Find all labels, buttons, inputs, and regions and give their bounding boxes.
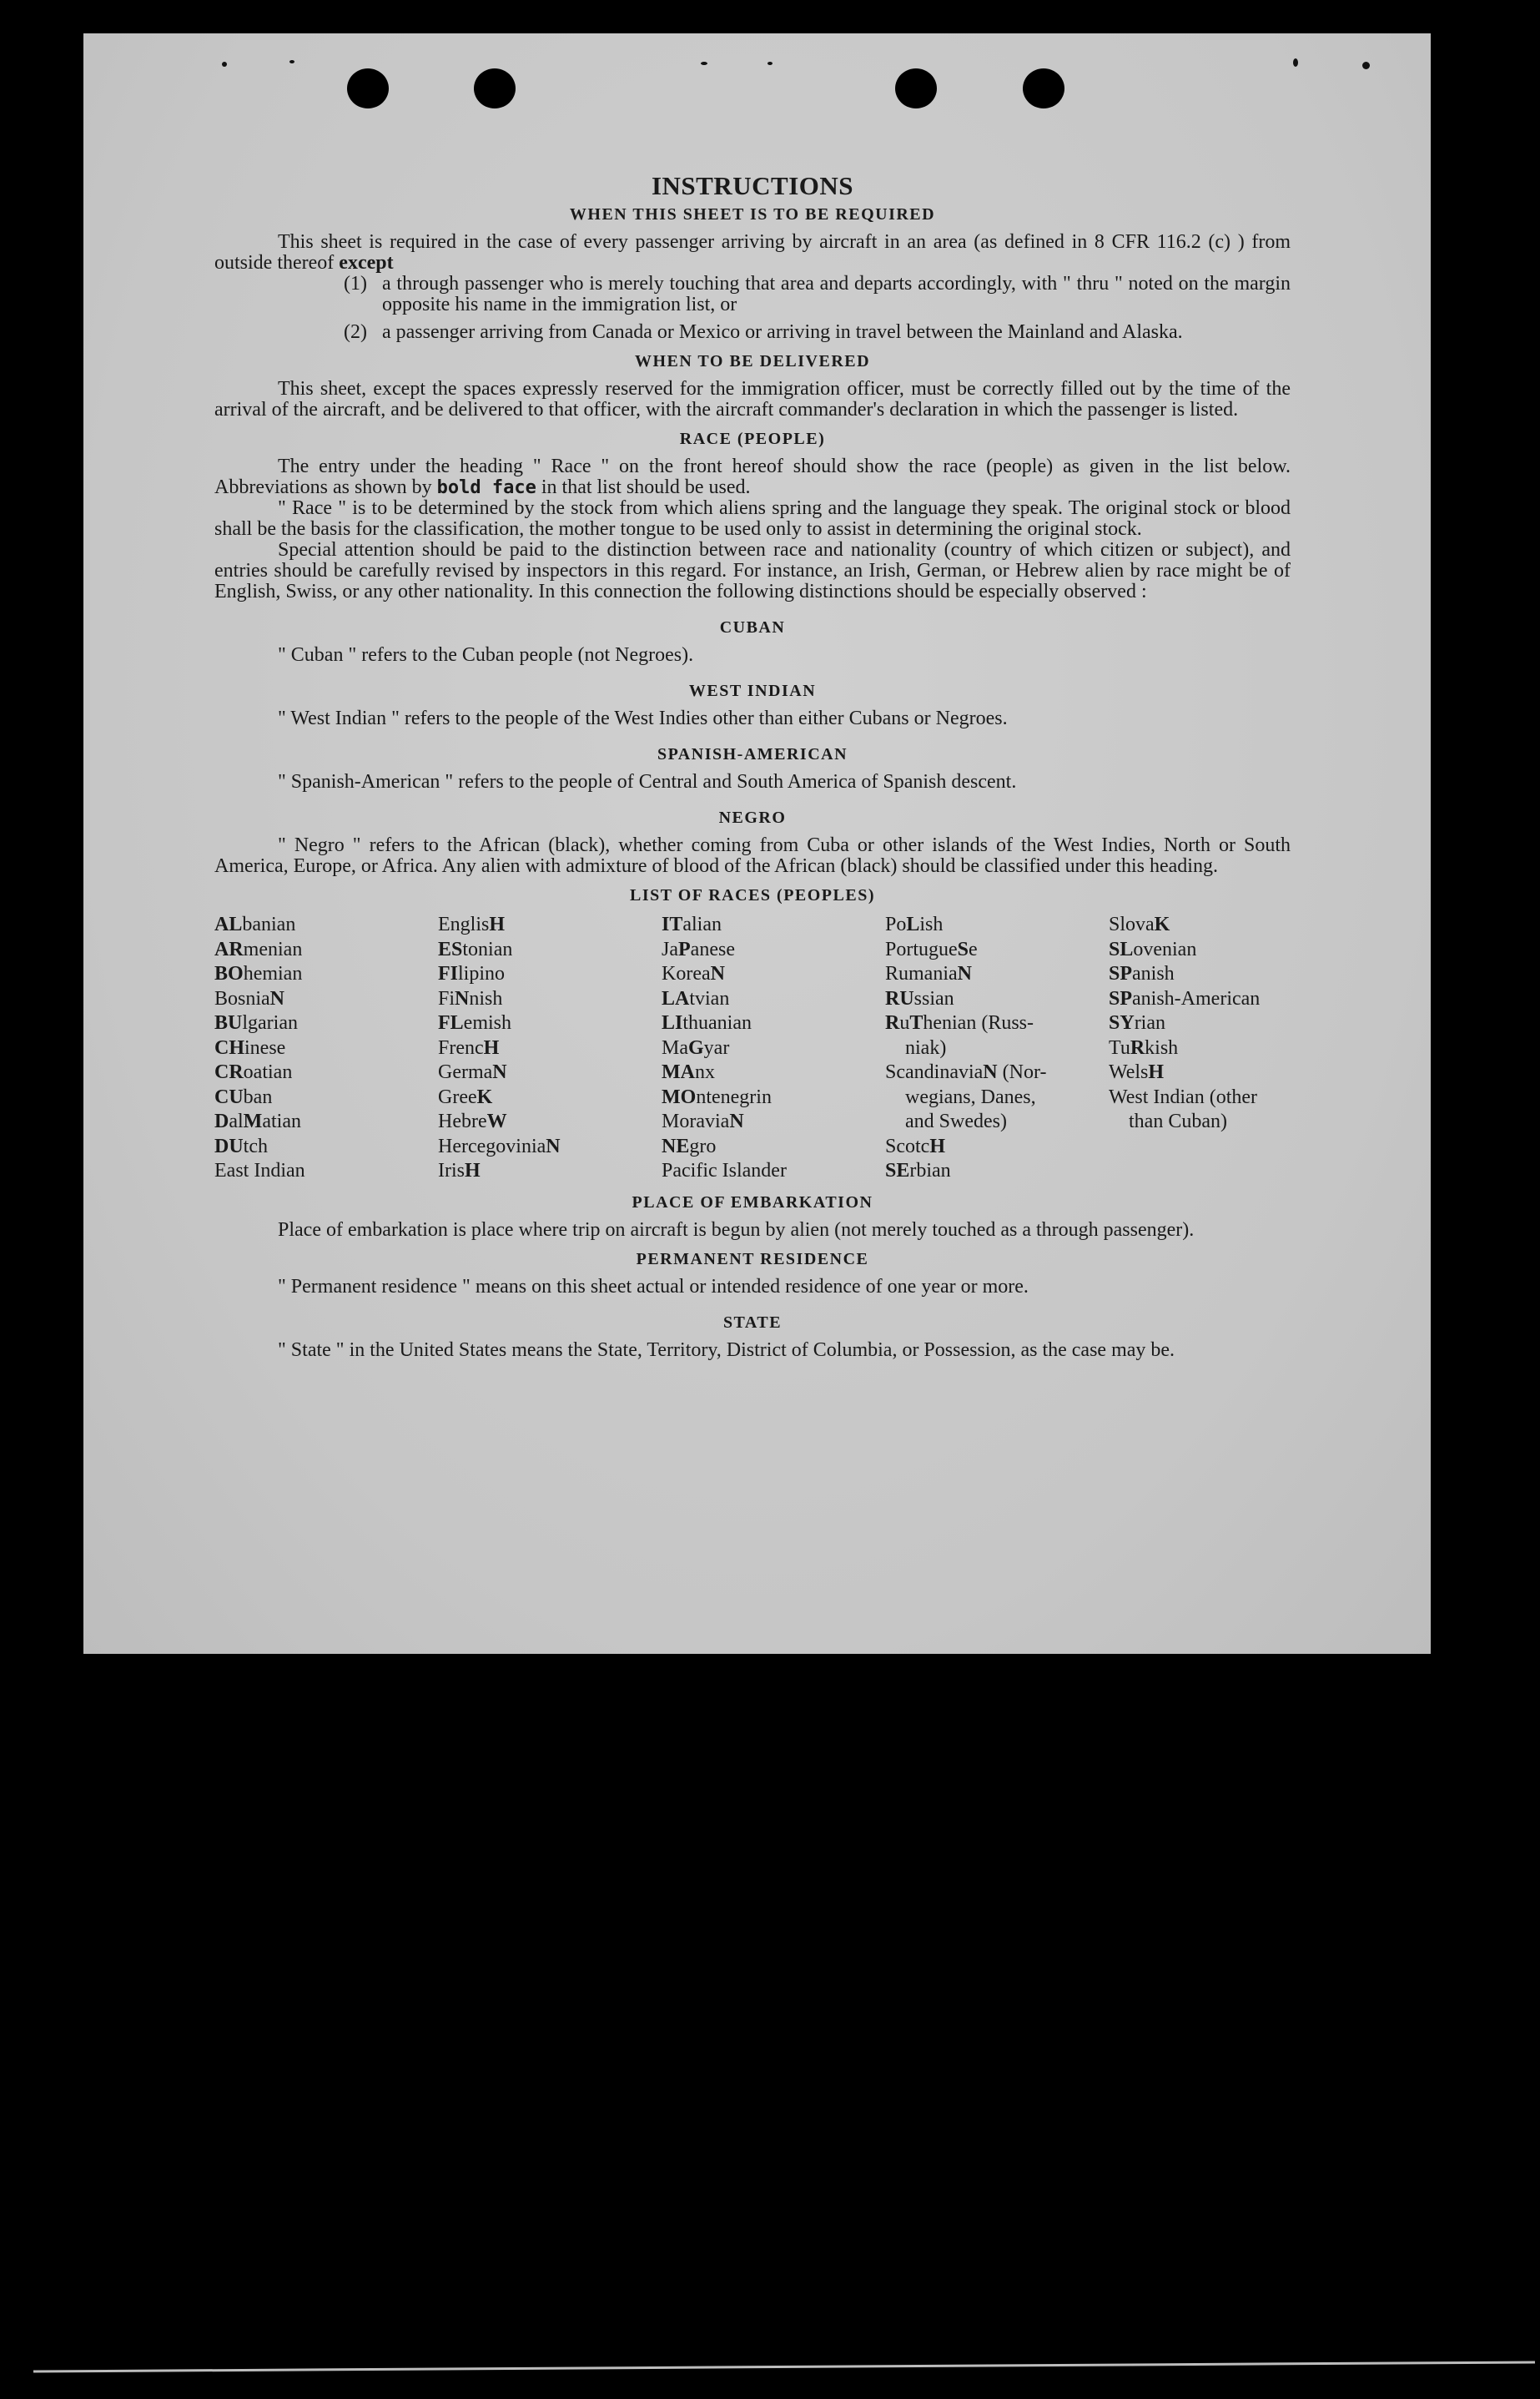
race-abbreviation: H [489, 914, 506, 935]
race-text: anish-American [1132, 987, 1261, 1010]
bold-text: bold face [436, 477, 536, 498]
race-text: Fi [438, 987, 455, 1010]
race-text: Wels [1109, 1061, 1149, 1083]
race-entry [214, 1135, 438, 1160]
paragraph-west-indian: " West Indian " refers to the people of the West Indies other than either Cubans or Negroes. [278, 708, 1008, 729]
paragraph-race-3: Special attention should be paid to the distinction between race and nationality (country of which citizen or subject), and entries should be carefully revised by inspectors in this regard. For instance, an Irish, German, or Hebrew alien by race might be of English, Swiss, or any other nationality. In this connection the following distinctions should be especially observed : [214, 539, 1291, 602]
paragraph-embarkation: Place of embarkation is place where trip on aircraft is begun by alien (not merely touched as a through passenger). [278, 1218, 1195, 1241]
race-entry [662, 1110, 885, 1135]
race-entry [662, 1135, 885, 1160]
race-text: Pacific Islander [662, 1160, 787, 1182]
race-text: East Indian [214, 1160, 305, 1182]
race-text: Slova [1109, 914, 1155, 935]
races-column [1109, 913, 1291, 1184]
race-text: Tu [1109, 1036, 1130, 1059]
race-abbreviation: D [214, 1111, 229, 1132]
race-entry [214, 1011, 438, 1036]
race-entry [662, 913, 885, 938]
race-text: Scandinavia [885, 1061, 984, 1083]
paper-speck [1293, 58, 1298, 67]
race-entry [885, 1011, 1109, 1036]
race-abbreviation: P [678, 938, 691, 960]
race-text: ish [919, 914, 944, 935]
race-text: niak) [905, 1036, 947, 1059]
race-abbreviation: MA [662, 1061, 695, 1083]
race-entry [438, 1061, 662, 1086]
race-text: wegians, Danes, [905, 1086, 1036, 1108]
race-abbreviation: CU [214, 1086, 244, 1108]
race-abbreviation: S [957, 938, 969, 960]
race-text: henian (Russ- [923, 1012, 1034, 1034]
race-text: menian [243, 938, 303, 960]
race-entry [214, 1086, 438, 1111]
race-entry [662, 1011, 885, 1036]
race-entry [438, 987, 662, 1012]
punch-hole [1023, 68, 1064, 108]
section-heading-negro: NEGRO [718, 809, 787, 827]
race-entry [885, 1086, 1109, 1111]
race-abbreviation: N [729, 1111, 744, 1132]
race-text: Scotc [885, 1135, 930, 1157]
bold-text: except [339, 252, 394, 274]
race-entry [885, 1061, 1109, 1086]
race-abbreviation: AR [214, 938, 244, 960]
race-text: (Nor- [997, 1061, 1047, 1083]
race-entry [662, 987, 885, 1012]
page-title: INSTRUCTIONS [651, 171, 853, 200]
race-entry [214, 962, 438, 987]
paragraph-permanent-residence: " Permanent residence " means on this sheet actual or intended residence of one year or more. [278, 1275, 1029, 1298]
section-heading-list-of-races: LIST OF RACES (PEOPLES) [629, 886, 875, 905]
paragraph-race-1 [214, 456, 1291, 498]
race-entry [438, 1036, 662, 1061]
race-abbreviation: K [476, 1086, 493, 1108]
race-text: ntenegrin [696, 1086, 772, 1108]
paper-speck [289, 60, 294, 63]
text-span: in that list should be used. [536, 476, 751, 498]
race-abbreviation: SL [1109, 938, 1134, 960]
race-abbreviation: FL [438, 1012, 464, 1034]
paper-speck [767, 62, 773, 65]
race-abbreviation: RU [885, 987, 914, 1010]
race-text: lgarian [242, 1012, 298, 1034]
race-text: nx [694, 1061, 715, 1083]
race-abbreviation: N [492, 1061, 507, 1083]
race-abbreviation: R [1130, 1036, 1145, 1059]
race-abbreviation: SE [885, 1160, 910, 1182]
race-entry [438, 913, 662, 938]
race-text: Ma [662, 1036, 688, 1059]
race-entry [662, 962, 885, 987]
race-entry [214, 1061, 438, 1086]
list-item [344, 322, 1291, 343]
section-heading-west-indian: WEST INDIAN [688, 682, 817, 700]
race-abbreviation: K [1154, 914, 1170, 935]
race-entry [1109, 962, 1291, 987]
race-entry [885, 913, 1109, 938]
race-text: Frenc [438, 1036, 484, 1059]
race-abbreviation: AL [214, 914, 243, 935]
race-abbreviation: N [710, 963, 725, 985]
punch-hole [347, 68, 389, 108]
race-abbreviation: G [688, 1036, 704, 1059]
race-entry [438, 1159, 662, 1184]
race-text: banian [242, 914, 296, 935]
race-text: emish [463, 1012, 511, 1034]
race-text: ban [243, 1086, 273, 1108]
race-entry [1109, 1086, 1291, 1111]
race-abbreviation: CR [214, 1061, 244, 1083]
race-text: than Cuban) [1129, 1111, 1227, 1132]
race-text: atian [262, 1111, 301, 1132]
race-text: Korea [662, 963, 711, 985]
race-abbreviation: DU [214, 1135, 244, 1157]
race-entry [662, 1086, 885, 1111]
race-text: Ja [662, 938, 678, 960]
race-entry [214, 938, 438, 963]
race-text: Po [885, 914, 907, 935]
section-heading-when-delivered: WHEN TO BE DELIVERED [634, 352, 871, 370]
race-text: rian [1134, 1012, 1165, 1034]
race-abbreviation: R [885, 1012, 900, 1034]
item-number: (1) [344, 273, 367, 295]
race-text: lipino [458, 963, 506, 985]
scan-edge-line [33, 2361, 1535, 2373]
race-entry [1109, 987, 1291, 1012]
race-text: rbian [909, 1160, 951, 1182]
race-text: ovenian [1133, 938, 1197, 960]
race-abbreviation: W [486, 1111, 507, 1132]
punch-hole [895, 68, 937, 108]
race-abbreviation: N [957, 963, 972, 985]
paragraph-spanish-american: " Spanish-American " refers to the people of Central and South America of Spanish descent. [278, 771, 1017, 793]
race-entry [1109, 913, 1291, 938]
race-text: Germa [438, 1061, 493, 1083]
race-abbreviation: BO [214, 963, 244, 985]
race-abbreviation: N [546, 1135, 561, 1157]
race-text: West Indian (other [1109, 1086, 1258, 1108]
race-entry [662, 1159, 885, 1184]
race-entry [885, 938, 1109, 963]
item-text: a passenger arriving from Canada or Mexico or arriving in travel between the Mainland and Alaska. [382, 321, 1183, 343]
race-text: al [229, 1111, 244, 1132]
race-entry [1109, 1011, 1291, 1036]
race-entry [1109, 1036, 1291, 1061]
race-abbreviation: LI [662, 1012, 683, 1034]
race-entry [214, 913, 438, 938]
section-heading-embarkation: PLACE OF EMBARKATION [632, 1192, 873, 1212]
race-entry [1109, 1061, 1291, 1086]
section-heading-state: STATE [722, 1313, 783, 1332]
paragraph-race-2: " Race " is to be determined by the stock from which aliens spring and the language they speak. The original stock or blood shall be the basis for the classification, the mother tongue to be used only to assist in determining the original stock. [214, 497, 1291, 540]
race-text: Gree [438, 1086, 477, 1108]
race-text: Englis [438, 914, 490, 935]
race-entry [438, 962, 662, 987]
race-abbreviation: FI [438, 963, 458, 985]
race-abbreviation: N [269, 987, 285, 1010]
paper-speck [1362, 62, 1370, 69]
paragraph-state: " State " in the United States means the State, Territory, District of Columbia, or Possession, as the case may be. [278, 1338, 1175, 1361]
race-text: e [969, 938, 978, 960]
race-text: inese [244, 1036, 286, 1059]
races-table [214, 913, 1291, 1184]
section-heading-spanish-american: SPANISH-AMERICAN [657, 745, 848, 764]
race-text: tvian [689, 987, 730, 1010]
race-abbreviation: BU [214, 1012, 243, 1034]
section-heading-race: RACE (PEOPLE) [679, 430, 826, 448]
race-abbreviation: NE [662, 1135, 690, 1157]
race-abbreviation: IT [662, 914, 683, 935]
race-text: alian [682, 914, 722, 935]
race-text: Portugue [885, 938, 958, 960]
paper-speck [701, 62, 707, 65]
race-entry [662, 938, 885, 963]
section-heading-permanent-residence: PERMANENT RESIDENCE [636, 1249, 869, 1268]
race-entry [1109, 1110, 1291, 1135]
race-entry [214, 1036, 438, 1061]
text-span: The entry under the heading " Race " on the front hereof should show the race (people) as given in the list below. Abbreviations as shown by [214, 456, 1291, 498]
race-text: kish [1145, 1036, 1179, 1059]
race-text: Hercegovinia [438, 1135, 546, 1157]
race-entry [885, 962, 1109, 987]
race-abbreviation: M [243, 1111, 263, 1132]
paragraph-when-delivered: This sheet, except the spaces expressly reserved for the immigration officer, must be correctly filled out by the time of the arrival of the aircraft, and be delivered to that officer, with the aircraft commander's declaration in which the passenger is listed. [214, 378, 1291, 421]
race-abbreviation: ES [438, 938, 463, 960]
race-entry [214, 1159, 438, 1184]
race-text: tch [243, 1135, 268, 1157]
race-abbreviation: H [1148, 1061, 1165, 1083]
race-entry [1109, 938, 1291, 963]
race-entry [438, 1011, 662, 1036]
list-item [344, 274, 1291, 315]
paragraph-cuban: " Cuban " refers to the Cuban people (not Negroes). [278, 644, 694, 666]
race-entry [662, 1036, 885, 1061]
paragraph-negro: " Negro " refers to the African (black), whether coming from Cuba or other islands of the West Indies, North or South America, Europe, or Africa. Any alien with admixture of blood of the African (black) should be classified under this heading. [214, 834, 1291, 877]
section-heading-cuban: CUBAN [719, 618, 786, 637]
paragraph-when-required [214, 232, 1291, 274]
instructions-content [214, 134, 1291, 1361]
race-text: anese [690, 938, 735, 960]
race-entry [885, 1159, 1109, 1184]
race-entry [214, 987, 438, 1012]
race-abbreviation: N [455, 987, 470, 1010]
races-column [214, 913, 438, 1184]
text-span: This sheet is required in the case of every passenger arriving by aircraft in an area (as defined in 8 CFR 116.2 (c) ) from outside thereof [214, 231, 1291, 274]
punch-hole [474, 68, 516, 108]
race-text: ssian [913, 987, 954, 1010]
race-text: gro [689, 1135, 717, 1157]
race-text: Hebre [438, 1111, 487, 1132]
document-page [83, 33, 1431, 1654]
race-abbreviation: CH [214, 1036, 244, 1059]
race-text: Moravia [662, 1111, 730, 1132]
race-entry [885, 987, 1109, 1012]
race-entry [885, 1036, 1109, 1061]
race-abbreviation: L [906, 914, 920, 935]
races-column [662, 913, 885, 1184]
race-text: u [899, 1012, 910, 1034]
race-entry [438, 1110, 662, 1135]
section-heading-when-required: WHEN THIS SHEET IS TO BE REQUIRED [569, 205, 936, 224]
race-text: Iris [438, 1160, 465, 1182]
race-abbreviation: SY [1109, 1012, 1135, 1034]
race-abbreviation: SP [1109, 963, 1133, 985]
paper-speck [222, 62, 227, 67]
race-text: tonian [462, 938, 513, 960]
race-abbreviation: N [983, 1061, 998, 1083]
race-text: nish [469, 987, 503, 1010]
race-text: thuanian [682, 1012, 752, 1034]
race-text: yar [703, 1036, 730, 1059]
race-abbreviation: H [483, 1036, 500, 1059]
races-column [438, 913, 662, 1184]
race-entry [662, 1061, 885, 1086]
race-entry [214, 1110, 438, 1135]
race-text: and Swedes) [905, 1111, 1007, 1132]
race-abbreviation: LA [662, 987, 690, 1010]
race-entry [438, 1086, 662, 1111]
race-entry [438, 1135, 662, 1160]
race-entry [885, 1110, 1109, 1135]
race-entry [438, 938, 662, 963]
race-text: hemian [243, 963, 303, 985]
race-text: oatian [243, 1061, 293, 1083]
race-entry [885, 1135, 1109, 1160]
races-column [885, 913, 1109, 1184]
race-abbreviation: T [909, 1012, 923, 1034]
race-text: anish [1132, 963, 1175, 985]
race-text: Rumania [885, 963, 958, 985]
race-abbreviation: H [929, 1135, 945, 1157]
item-number: (2) [344, 321, 367, 343]
race-abbreviation: MO [662, 1086, 697, 1108]
item-text: a through passenger who is merely touching that area and departs accordingly, with " thru " noted on the margin opposite his name in the immigration list, or [382, 273, 1291, 315]
race-abbreviation: H [465, 1160, 481, 1182]
race-abbreviation: SP [1109, 987, 1133, 1010]
race-text: Bosnia [214, 987, 270, 1010]
